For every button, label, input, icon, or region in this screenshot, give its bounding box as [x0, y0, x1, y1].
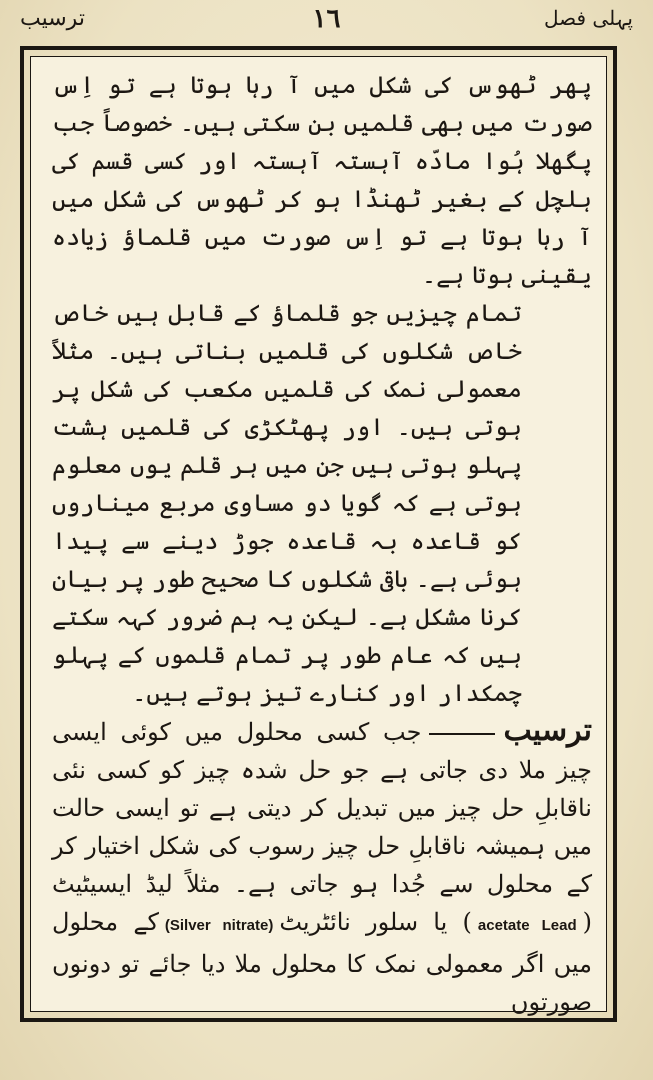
running-title: ترسیب [20, 6, 85, 31]
latin-term-acetate: acetate [477, 917, 530, 934]
paragraph-2: تمام چیزیں جو قلماؤ کے قابل ہیں خاص خاص شکلوں کی قلمیں بناتی ہیں۔ مثلاً معمولی نمک کی قلمیں مکعب کی شکل پر ہوتی ہیں۔ اور پھٹکڑی کی قلمیں ہشت پہلو ہوتی ہیں جن میں ہر قلم یوں معلوم ہوتی ہے کہ گویا دو مساوی مربع میناروں کو قاعدہ بہ قاعدہ جوڑ دینے سے پیدا ہوئی ہے۔ باقی شکلوں کا صحیح طور پر بیان کرنا مشکل ہے۔ لیکن یہ ہم ضرور کہہ سکتے ہیں کہ عام طور پر تمام قلموں کے پہلو چمکدار اور کنارے تیز ہوتے ہیں۔ [52, 299, 522, 707]
chapter-title: پہلی فصل [544, 6, 633, 30]
paragraph-3-part-a: جب کسی محلول میں کوئی ایسی چیز ملا دی جاتی ہے جو حل شدہ چیز کو کسی نئی ناقابلِ حل چیز میں تبدیل کر دیتی ہے تو ایسی حالت میں ہمیشہ ناقابلِ حل چیز رسوب کی شکل اختیار کر کے محلول سے جُدا ہو جاتی ہے۔ مثلاً لیڈ ایسیٹیٹ ( [52, 718, 592, 936]
latin-term-silver-nitrate: (Silver nitrate) [164, 917, 274, 934]
page-header [20, 4, 633, 42]
paragraph-3 [52, 712, 592, 1021]
latin-term-lead: Lead [541, 917, 577, 934]
body-text [52, 66, 592, 1021]
page-number: ١٦ [312, 4, 341, 34]
term-heading: ترسیب [503, 713, 592, 748]
paragraph-3-part-b: ) یا سلور نائٹریٹ [279, 908, 472, 936]
heading-dash [429, 733, 495, 735]
paragraph-1: پھر ٹھوس کی شکل میں آ رہا ہوتا ہے تو اِس صورت میں بھی قلمیں بن سکتی ہیں۔ خصوصاً جب پگھلا ہُوا مادّہ آہستہ آہستہ اور کسی قسم کی ہلچل کے بغیر ٹھنڈا ہو کر ٹھوس کی شکل میں آ رہا ہوتا ہے تو اِس صورت میں قلماؤ زیادہ یقینی ہوتا ہے۔ [52, 71, 592, 289]
paragraph-3-part-c: کے محلول میں اگر معمولی نمک کا محلول ملا دیا جائے تو دونوں صورتوں [52, 908, 592, 1016]
